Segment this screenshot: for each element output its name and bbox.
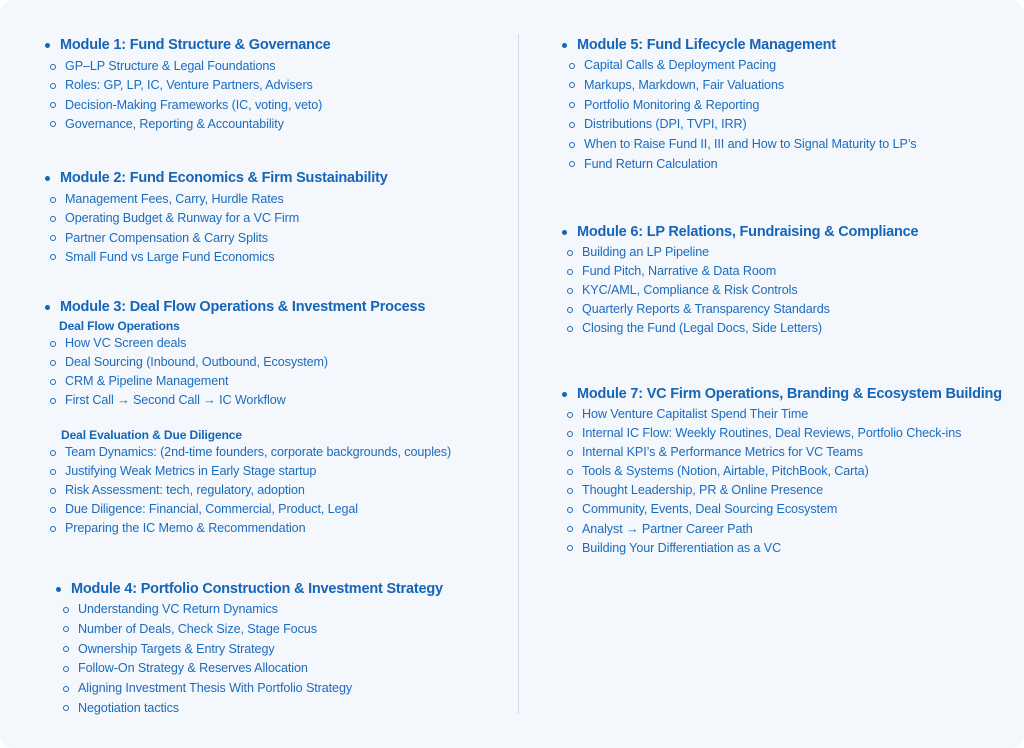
deal-evaluation-heading: Deal Evaluation & Due Diligence bbox=[61, 428, 242, 442]
list-item: Ownership Targets & Entry Strategy bbox=[58, 640, 443, 660]
list-item: Management Fees, Carry, Hurdle Rates bbox=[45, 190, 388, 209]
list-item: CRM & Pipeline Management bbox=[45, 372, 451, 391]
list-item: Number of Deals, Check Size, Stage Focus bbox=[58, 620, 443, 640]
module-4 bbox=[56, 580, 443, 719]
module-7-title: Module 7: VC Firm Operations, Branding & Ecosystem Building bbox=[562, 385, 1002, 403]
deal-flow-operations-list bbox=[45, 334, 451, 410]
list-item: How Venture Capitalist Spend Their Time bbox=[562, 405, 1002, 424]
list-item: Quarterly Reports & Transparency Standards bbox=[562, 300, 918, 319]
list-item: Team Dynamics: (2nd-time founders, corporate backgrounds, couples) bbox=[45, 443, 451, 462]
list-item: Community, Events, Deal Sourcing Ecosystem bbox=[562, 500, 1002, 519]
list-item: Partner Compensation & Carry Splits bbox=[45, 229, 388, 248]
list-item: Fund Return Calculation bbox=[564, 155, 916, 175]
list-item: Building an LP Pipeline bbox=[562, 243, 918, 262]
list-item: Risk Assessment: tech, regulatory, adoption bbox=[45, 481, 451, 500]
list-item: Fund Pitch, Narrative & Data Room bbox=[562, 262, 918, 281]
list-item: Due Diligence: Financial, Commercial, Product, Legal bbox=[45, 500, 451, 519]
list-item: Closing the Fund (Legal Docs, Side Letters) bbox=[562, 319, 918, 338]
module-6 bbox=[562, 223, 918, 338]
module-2 bbox=[45, 169, 388, 267]
module-1 bbox=[45, 36, 331, 134]
list-item: Analyst → Partner Career Path bbox=[562, 520, 1002, 539]
list-item: Internal IC Flow: Weekly Routines, Deal Reviews, Portfolio Check-ins bbox=[562, 424, 1002, 443]
list-item: Follow-On Strategy & Reserves Allocation bbox=[58, 659, 443, 679]
module-2-topic-list bbox=[45, 190, 388, 267]
list-item: Understanding VC Return Dynamics bbox=[58, 600, 443, 620]
list-item: Operating Budget & Runway for a VC Firm bbox=[45, 209, 388, 228]
module-4-topic-list bbox=[58, 600, 443, 719]
column-divider bbox=[518, 34, 519, 714]
module-5 bbox=[562, 36, 916, 175]
list-item: Portfolio Monitoring & Reporting bbox=[564, 96, 916, 116]
module-3 bbox=[45, 298, 451, 538]
deal-flow-operations-heading: Deal Flow Operations bbox=[59, 319, 180, 333]
list-item: Aligning Investment Thesis With Portfolio Strategy bbox=[58, 679, 443, 699]
module-6-title: Module 6: LP Relations, Fundraising & Compliance bbox=[562, 223, 918, 241]
list-item: Internal KPI’s & Performance Metrics for VC Teams bbox=[562, 443, 1002, 462]
module-3-title: Module 3: Deal Flow Operations & Investment Process bbox=[45, 298, 451, 316]
list-item: Building Your Differentiation as a VC bbox=[562, 539, 1002, 558]
module-6-topic-list bbox=[562, 243, 918, 338]
list-item: Distributions (DPI, TVPI, IRR) bbox=[564, 115, 916, 135]
module-7 bbox=[562, 385, 1002, 558]
list-item: GP–LP Structure & Legal Foundations bbox=[45, 57, 331, 76]
list-item: Small Fund vs Large Fund Economics bbox=[45, 248, 388, 267]
module-5-title: Module 5: Fund Lifecycle Management bbox=[562, 36, 916, 54]
module-7-topic-list bbox=[562, 405, 1002, 558]
list-item: How VC Screen deals bbox=[45, 334, 451, 353]
list-item: Thought Leadership, PR & Online Presence bbox=[562, 481, 1002, 500]
list-item: Preparing the IC Memo & Recommendation bbox=[45, 519, 451, 538]
deal-evaluation-list bbox=[45, 443, 451, 538]
module-1-title: Module 1: Fund Structure & Governance bbox=[45, 36, 331, 54]
list-item: Governance, Reporting & Accountability bbox=[45, 115, 331, 134]
list-item: Deal Sourcing (Inbound, Outbound, Ecosystem) bbox=[45, 353, 451, 372]
list-item: Roles: GP, LP, IC, Venture Partners, Advisers bbox=[45, 76, 331, 95]
list-item: Decision-Making Frameworks (IC, voting, veto) bbox=[45, 96, 331, 115]
list-item: First Call → Second Call → IC Workflow bbox=[45, 391, 451, 410]
module-1-topic-list bbox=[45, 57, 331, 134]
list-item: Capital Calls & Deployment Pacing bbox=[564, 56, 916, 76]
module-2-title: Module 2: Fund Economics & Firm Sustainability bbox=[45, 169, 388, 187]
module-5-topic-list bbox=[564, 56, 916, 175]
list-item: Markups, Markdown, Fair Valuations bbox=[564, 76, 916, 96]
list-item: Tools & Systems (Notion, Airtable, PitchBook, Carta) bbox=[562, 462, 1002, 481]
list-item: KYC/AML, Compliance & Risk Controls bbox=[562, 281, 918, 300]
list-item: Justifying Weak Metrics in Early Stage startup bbox=[45, 462, 451, 481]
list-item: Negotiation tactics bbox=[58, 699, 443, 719]
list-item: When to Raise Fund II, III and How to Signal Maturity to LP’s bbox=[564, 135, 916, 155]
module-4-title: Module 4: Portfolio Construction & Investment Strategy bbox=[56, 580, 443, 598]
